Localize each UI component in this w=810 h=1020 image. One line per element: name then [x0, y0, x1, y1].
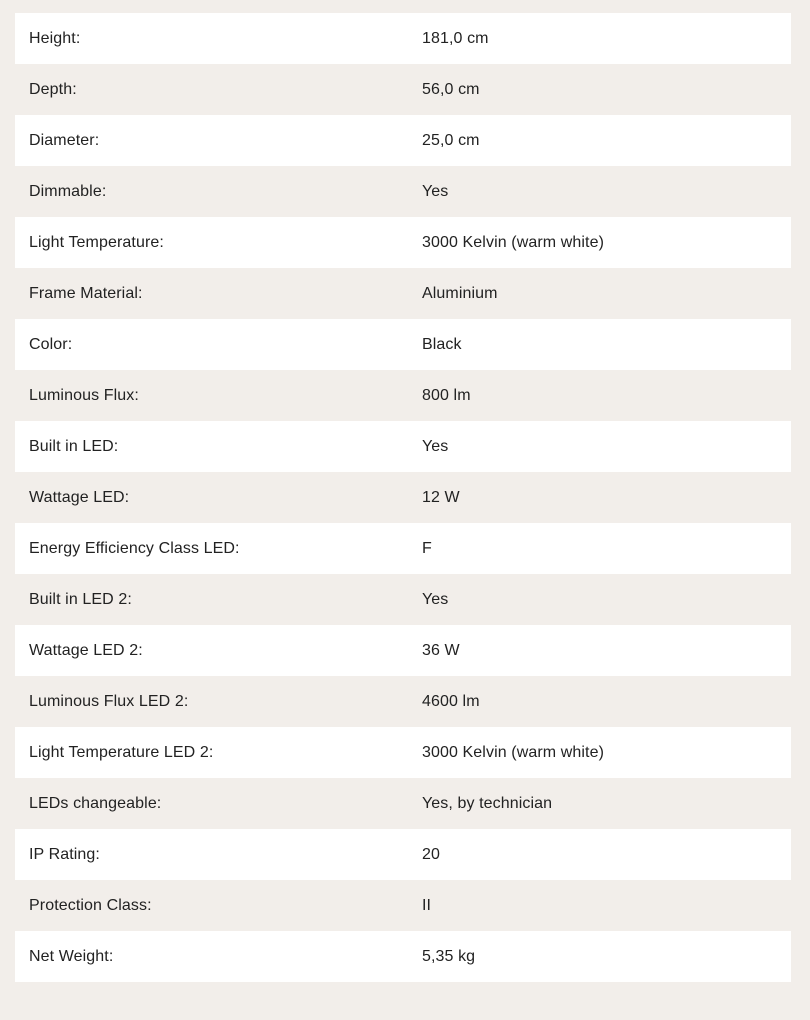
- spec-value: 3000 Kelvin (warm white): [422, 233, 605, 251]
- spec-row-net-weight: [15, 931, 791, 982]
- spec-row-energy-efficiency-class-led: [15, 523, 791, 574]
- spec-row-frame-material: [15, 268, 791, 319]
- spec-value: 12 W: [422, 488, 460, 506]
- spec-label: Luminous Flux:: [29, 386, 139, 404]
- spec-label: Built in LED 2:: [29, 590, 132, 608]
- spec-value: Yes: [422, 437, 449, 455]
- spec-label: Diameter:: [29, 131, 100, 149]
- spec-label: Protection Class:: [29, 896, 152, 914]
- spec-row-height: [15, 13, 791, 64]
- spec-label: Built in LED:: [29, 437, 119, 455]
- spec-value: 181,0 cm: [422, 29, 489, 47]
- spec-row-light-temperature-led-2: [15, 727, 791, 778]
- spec-value: 36 W: [422, 641, 460, 659]
- spec-row-wattage-led: [15, 472, 791, 523]
- spec-row-leds-changeable: [15, 778, 791, 829]
- spec-label: Net Weight:: [29, 947, 114, 965]
- spec-table: [15, 13, 791, 982]
- spec-row-luminous-flux-led-2: [15, 676, 791, 727]
- spec-value: Yes: [422, 182, 449, 200]
- spec-label: Depth:: [29, 80, 77, 98]
- spec-value: Yes: [422, 590, 449, 608]
- spec-label: Frame Material:: [29, 284, 143, 302]
- spec-row-protection-class: [15, 880, 791, 931]
- spec-row-built-in-led: [15, 421, 791, 472]
- spec-label: LEDs changeable:: [29, 794, 162, 812]
- spec-label: IP Rating:: [29, 845, 100, 863]
- spec-label: Luminous Flux LED 2:: [29, 692, 189, 710]
- spec-value: 25,0 cm: [422, 131, 480, 149]
- spec-label: Energy Efficiency Class LED:: [29, 539, 240, 557]
- spec-value: II: [422, 896, 432, 914]
- spec-label: Light Temperature:: [29, 233, 164, 251]
- spec-row-color: [15, 319, 791, 370]
- spec-value: 5,35 kg: [422, 947, 476, 965]
- spec-label: Height:: [29, 29, 81, 47]
- spec-row-dimmable: [15, 166, 791, 217]
- spec-row-diameter: [15, 115, 791, 166]
- spec-row-light-temperature: [15, 217, 791, 268]
- spec-row-luminous-flux: [15, 370, 791, 421]
- spec-value: 800 lm: [422, 386, 471, 404]
- spec-value: F: [422, 539, 432, 557]
- spec-label: Color:: [29, 335, 73, 353]
- spec-value: Yes, by technician: [422, 794, 553, 812]
- spec-value: 4600 lm: [422, 692, 480, 710]
- spec-label: Wattage LED:: [29, 488, 130, 506]
- spec-label: Wattage LED 2:: [29, 641, 143, 659]
- spec-value: 3000 Kelvin (warm white): [422, 743, 605, 761]
- spec-value: 56,0 cm: [422, 80, 480, 98]
- spec-row-depth: [15, 64, 791, 115]
- spec-value: Black: [422, 335, 462, 353]
- spec-value: Aluminium: [422, 284, 498, 302]
- spec-value: 20: [422, 845, 440, 863]
- spec-label: Dimmable:: [29, 182, 107, 200]
- spec-row-built-in-led-2: [15, 574, 791, 625]
- spec-label: Light Temperature LED 2:: [29, 743, 214, 761]
- spec-row-ip-rating: [15, 829, 791, 880]
- spec-row-wattage-led-2: [15, 625, 791, 676]
